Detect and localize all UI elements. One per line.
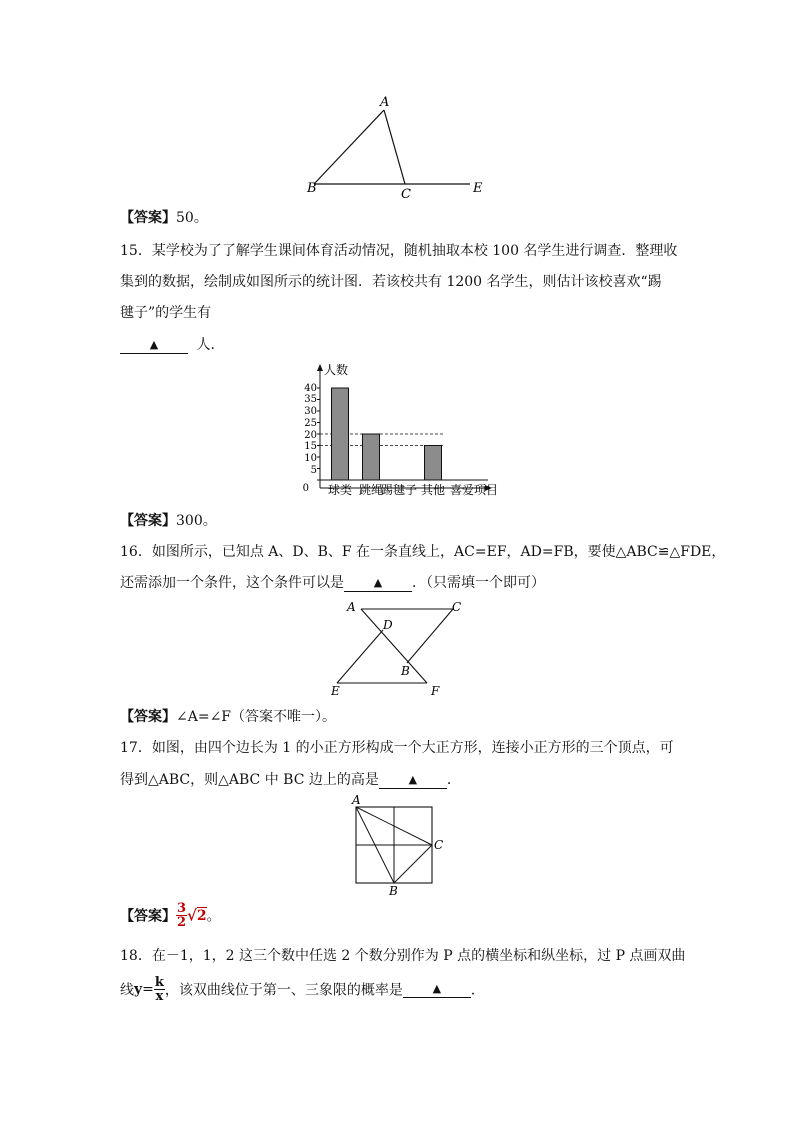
- label-b: B: [307, 181, 317, 196]
- grid-square-svg: [345, 795, 450, 897]
- answer-blank[interactable]: [403, 981, 471, 998]
- q16-line2: [120, 572, 545, 592]
- var-y: y: [134, 981, 143, 998]
- sqrt-radicand: 2: [196, 907, 207, 924]
- tick-label: 0: [302, 483, 309, 494]
- label-c: C: [434, 838, 444, 852]
- equals-sign: =: [142, 981, 154, 998]
- q15-line3: 毽子”的学生有: [120, 305, 212, 321]
- label-b: B: [389, 884, 398, 898]
- category-label: 其他: [420, 483, 446, 497]
- label-d: D: [383, 618, 393, 632]
- answer-15: [120, 510, 217, 530]
- triangle-figure-q14: [300, 92, 500, 202]
- sqrt-symbol: √: [187, 906, 197, 925]
- q18-suffix: ．: [470, 982, 485, 999]
- tick-label: 30: [304, 406, 317, 417]
- answer-17: [120, 902, 221, 929]
- y-axis-arrow-icon: [317, 364, 323, 371]
- after-blank-text: 人．: [196, 337, 225, 353]
- label-c: C: [401, 187, 411, 202]
- answer-tag: 【答案】: [120, 908, 176, 925]
- fraction-denominator: 2: [177, 915, 187, 930]
- answer-text: 50。: [176, 210, 208, 226]
- label-e: E: [473, 181, 483, 196]
- category-label: 踢毽子: [380, 483, 418, 497]
- q17-line2: [120, 769, 461, 789]
- two-triangles-figure-q16: [325, 597, 462, 698]
- bar-chart: [290, 360, 520, 500]
- tick-label: 35: [304, 394, 317, 405]
- segment-cb: [407, 609, 453, 663]
- q17-suffix: ．: [446, 772, 461, 788]
- answer-blank[interactable]: [344, 575, 412, 592]
- tick-label: 25: [304, 418, 317, 429]
- tick-label: 40: [304, 383, 317, 394]
- grid-square-figure-q17: [345, 795, 450, 897]
- q15-line1: 15．某学校为了了解学生课间体育活动情况，随机抽取本校 100 名学生进行调查．整理收: [120, 243, 678, 259]
- bar-跳绳: [363, 434, 380, 480]
- triangle-marker-icon: ▲: [432, 982, 442, 995]
- triangle-marker-icon: ▲: [149, 338, 159, 351]
- answer-suffix: 。: [206, 908, 221, 925]
- bar-其他: [425, 446, 442, 481]
- answer-16: [120, 706, 336, 726]
- answer-tag: 【答案】: [120, 210, 176, 226]
- bar-chart-svg: [290, 360, 520, 500]
- answer-text: 300。: [176, 513, 217, 529]
- q15-blank-line: [120, 334, 224, 354]
- label-f: F: [431, 684, 440, 698]
- tick-label: 20: [304, 430, 317, 441]
- segment-bc: [394, 845, 432, 883]
- tick-label: 15: [304, 441, 317, 452]
- q18-mid: ，该双曲线位于第一、三象限的概率是: [164, 982, 403, 999]
- bar-球类: [332, 388, 349, 480]
- two-triangles-svg: [325, 597, 462, 698]
- answer-blank[interactable]: [379, 772, 447, 789]
- answer-tag: 【答案】: [120, 513, 176, 529]
- segment-ed: [337, 630, 383, 683]
- segment-ac: [384, 110, 405, 184]
- triangle-svg: [300, 92, 500, 202]
- q18-prefix: 线: [120, 982, 134, 999]
- label-e: E: [331, 684, 340, 698]
- q16-prompt: 还需添加一个条件，这个条件可以是: [120, 575, 344, 591]
- segment-af: [361, 609, 427, 683]
- answer-blank[interactable]: [120, 337, 188, 354]
- answer-text: ∠A=∠F（答案不唯一）。: [176, 709, 337, 725]
- tick-label: 10: [304, 453, 317, 464]
- q17-line1: 17．如图，由四个边长为 1 的小正方形构成一个大正方形，连接小正方形的三个顶点，可: [120, 740, 674, 756]
- q16-line1: 16．如图所示，已知点 A、D、B、F 在一条直线上，AC=EF，AD=FB，要使△ABC≌△FDE，: [120, 544, 726, 560]
- answer-tag: 【答案】: [120, 709, 176, 725]
- q17-prompt: 得到△ABC，则△ABC 中 BC 边上的高是: [120, 772, 379, 788]
- q16-suffix: ．（只需填一个即可）: [412, 575, 545, 591]
- category-label: 球类: [327, 483, 353, 497]
- chart-marks: [317, 388, 488, 480]
- answer-14: [120, 207, 208, 227]
- segment-ab: [314, 110, 384, 184]
- q18-line1: 18．在－1，1，2 这三个数中任选 2 个数分别作为 P 点的横坐标和纵坐标，过 P 点画双曲: [120, 948, 686, 964]
- q15-line2: 集到的数据，绘制成如图所示的统计图．若该校共有 1200 名学生，则估计该校喜欢“踢: [120, 274, 662, 290]
- triangle-marker-icon: ▲: [408, 773, 418, 786]
- label-a: A: [347, 600, 356, 614]
- label-a: A: [352, 793, 361, 807]
- label-a: A: [380, 95, 390, 110]
- fraction-numerator: 3: [177, 901, 187, 916]
- tick-label: 5: [310, 465, 317, 476]
- x-axis-title: 喜爱项目: [450, 483, 499, 497]
- fraction-k-over-x: [154, 976, 165, 1003]
- y-axis-title: 人数: [324, 363, 349, 377]
- label-c: C: [452, 600, 462, 614]
- fraction-three-halves: [176, 902, 187, 929]
- category-label: 跳绳: [358, 483, 384, 497]
- q18-line2: [120, 976, 485, 1003]
- fraction-k: k: [154, 975, 164, 990]
- label-b: B: [401, 664, 410, 678]
- fraction-x: x: [155, 989, 164, 1004]
- triangle-marker-icon: ▲: [373, 576, 383, 589]
